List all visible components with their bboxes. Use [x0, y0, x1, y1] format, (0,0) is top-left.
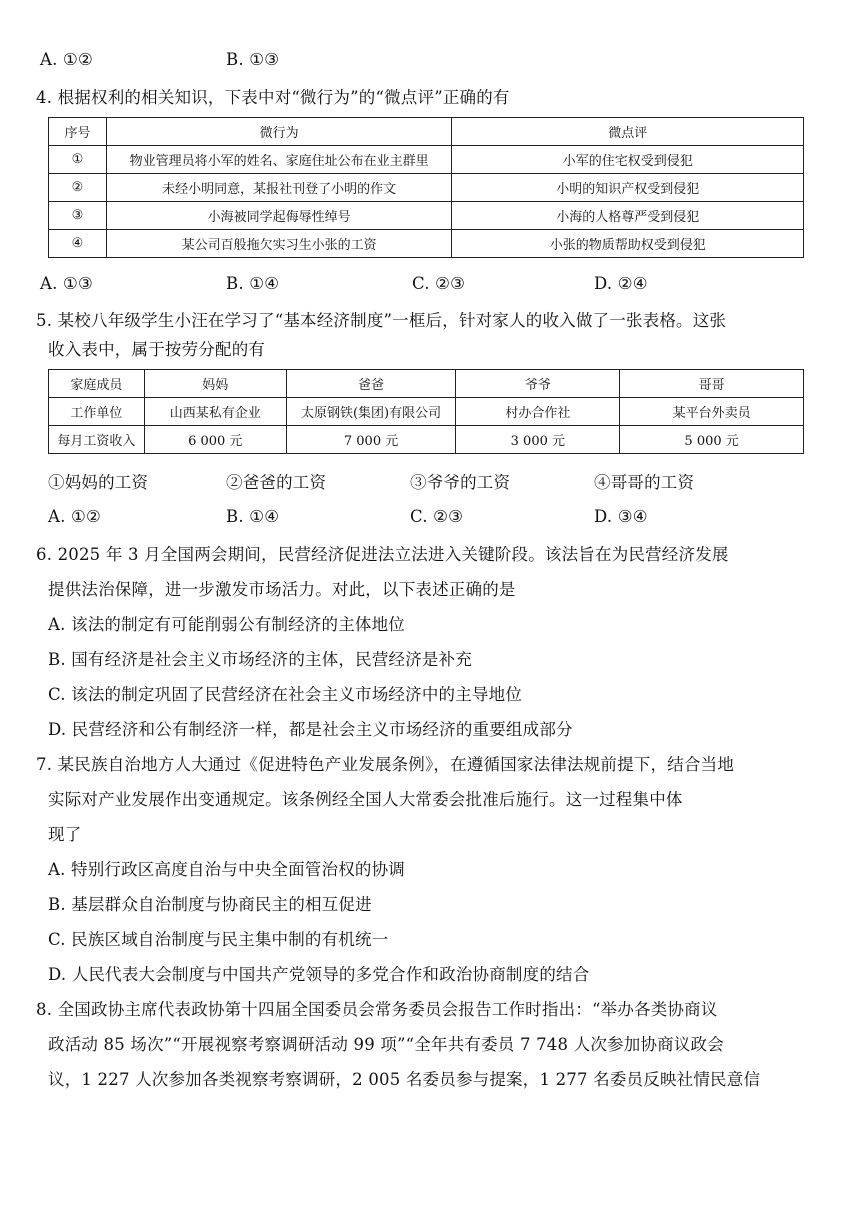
- table-cell: 7 000 元: [286, 426, 456, 454]
- table-cell: 山西某私有企业: [144, 398, 286, 426]
- table-row: [49, 230, 804, 258]
- table-cell: 小海的人格尊严受到侵犯: [452, 202, 804, 230]
- q4-option-b: B. ①④: [226, 274, 280, 293]
- table-row: [49, 202, 804, 230]
- table-cell: ③: [49, 202, 107, 230]
- q4-option-d: D. ②④: [594, 274, 648, 293]
- q5-option-b: B. ①④: [226, 507, 280, 526]
- q5-item-2: ②爸爸的工资: [226, 473, 327, 492]
- table-header-cell: 序号: [49, 118, 107, 146]
- q7-option-a: A. 特别行政区高度自治与中央全面管治权的协调: [48, 860, 406, 879]
- table-cell: 哥哥: [620, 370, 804, 398]
- table-row: [49, 174, 804, 202]
- option-a-top: A. ①②: [40, 50, 93, 69]
- q5-item-1: ①妈妈的工资: [48, 473, 149, 492]
- option-b-top: B. ①③: [226, 50, 280, 69]
- question-7-stem-2: 实际对产业发展作出变通规定。该条例经全国人大常委会批准后施行。这一过程集中体: [48, 790, 683, 809]
- table-cell: 每月工资收入: [49, 426, 145, 454]
- table-cell: 某公司百般拖欠实习生小张的工资: [106, 230, 452, 258]
- question-8-stem-1: 8. 全国政协主席代表政协第十四届全国委员会常务委员会报告工作时指出：“举办各类协商议: [36, 1000, 718, 1019]
- q7-option-c: C. 民族区域自治制度与民主集中制的有机统一: [48, 930, 389, 949]
- table-cell: ①: [49, 146, 107, 174]
- q5-item-4: ④哥哥的工资: [594, 473, 695, 492]
- q6-option-c: C. 该法的制定巩固了民营经济在社会主义市场经济中的主导地位: [48, 685, 523, 704]
- table-cell: 爷爷: [456, 370, 620, 398]
- q5-option-d: D. ③④: [594, 507, 648, 526]
- table-cell: 村办合作社: [456, 398, 620, 426]
- question-4-stem: 4. 根据权利的相关知识，下表中对“微行为”的“微点评”正确的有: [36, 88, 510, 107]
- q5-table: [48, 369, 804, 454]
- table-cell: 6 000 元: [144, 426, 286, 454]
- table-cell: 爸爸: [286, 370, 456, 398]
- question-6-stem-1: 6. 2025 年 3 月全国两会期间，民营经济促进法立法进入关键阶段。该法旨在为民营经济发展: [36, 545, 729, 564]
- q6-option-b: B. 国有经济是社会主义市场经济的主体，民营经济是补充: [48, 650, 473, 669]
- table-cell: 小海被同学起侮辱性绰号: [106, 202, 452, 230]
- question-8-stem-2: 政活动 85 场次”“开展视察考察调研活动 99 项”“全年共有委员 7 748 人次参加协商议政会: [48, 1035, 724, 1054]
- question-5-stem-2: 收入表中，属于按劳分配的有: [48, 340, 266, 359]
- question-6-stem-2: 提供法治保障，进一步激发市场活力。对此，以下表述正确的是: [48, 580, 516, 599]
- q5-item-3: ③爷爷的工资: [410, 473, 511, 492]
- question-8-stem-3: 议，1 227 人次参加各类视察考察调研，2 005 名委员参与提案，1 277 名委员反映社情民意信: [48, 1070, 761, 1089]
- q6-option-a: A. 该法的制定有可能削弱公有制经济的主体地位: [48, 615, 406, 634]
- table-cell: 小张的物质帮助权受到侵犯: [452, 230, 804, 258]
- table-cell: 家庭成员: [49, 370, 145, 398]
- q4-option-c: C. ②③: [412, 274, 466, 293]
- q7-option-d: D. 人民代表大会制度与中国共产党领导的多党合作和政治协商制度的结合: [48, 965, 590, 984]
- table-cell: 3 000 元: [456, 426, 620, 454]
- table-header-cell: 微点评: [452, 118, 804, 146]
- table-cell: 妈妈: [144, 370, 286, 398]
- table-row: [49, 426, 804, 454]
- table-row: [49, 370, 804, 398]
- table-row: [49, 398, 804, 426]
- q5-option-a: A. ①②: [48, 507, 101, 526]
- question-5-stem-1: 5. 某校八年级学生小汪在学习了“基本经济制度”一框后，针对家人的收入做了一张表格。这张: [36, 311, 727, 330]
- table-cell: 小明的知识产权受到侵犯: [452, 174, 804, 202]
- table-cell: 小军的住宅权受到侵犯: [452, 146, 804, 174]
- q6-option-d: D. 民营经济和公有制经济一样，都是社会主义市场经济的重要组成部分: [48, 720, 573, 739]
- q4-table: [48, 117, 804, 258]
- table-cell: 物业管理员将小军的姓名、家庭住址公布在业主群里: [106, 146, 452, 174]
- table-cell: 工作单位: [49, 398, 145, 426]
- table-cell: 5 000 元: [620, 426, 804, 454]
- q4-option-a: A. ①③: [40, 274, 93, 293]
- table-header-row: [49, 118, 804, 146]
- table-cell: 未经小明同意，某报社刊登了小明的作文: [106, 174, 452, 202]
- table-row: [49, 146, 804, 174]
- question-7-stem-1: 7. 某民族自治地方人大通过《促进特色产业发展条例》，在遵循国家法律法规前提下，结合当地: [36, 755, 735, 774]
- q7-option-b: B. 基层群众自治制度与协商民主的相互促进: [48, 895, 372, 914]
- q5-option-c: C. ②③: [410, 507, 464, 526]
- table-cell: ④: [49, 230, 107, 258]
- table-cell: ②: [49, 174, 107, 202]
- table-cell: 太原钢铁(集团)有限公司: [286, 398, 456, 426]
- table-header-cell: 微行为: [106, 118, 452, 146]
- table-cell: 某平台外卖员: [620, 398, 804, 426]
- question-7-stem-3: 现了: [48, 825, 82, 844]
